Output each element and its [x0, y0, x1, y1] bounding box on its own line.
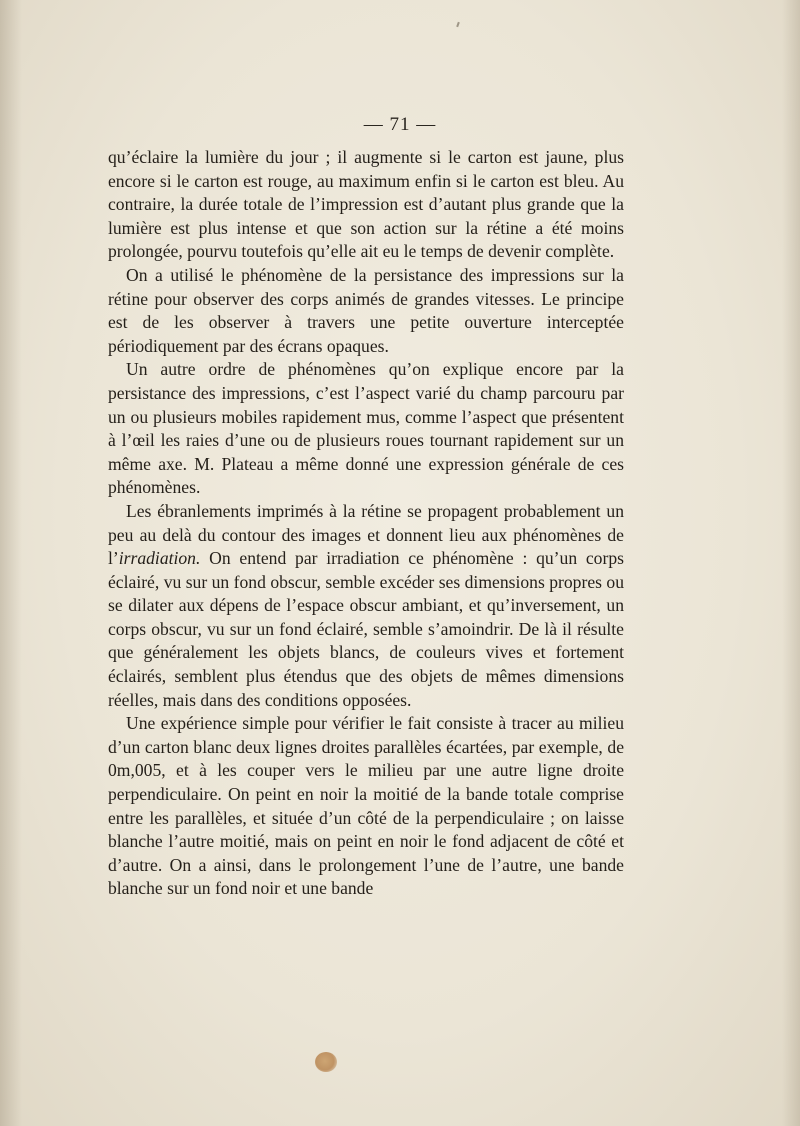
paragraph-3: Un autre ordre de phénomènes qu’on explique encore par la persistance des impressions, c’est l’aspect varié du champ parcouru par un ou plusieurs mobiles rapidement mus, comme l’aspect que présentent à l’œil les raies d’une ou de plusieurs roues tournant rapidement sur un même axe. M. Plateau a même donné une expression générale de ces phénomènes. — [108, 359, 624, 498]
paragraph-5: Une expérience simple pour vérifier le fait consiste à tracer au milieu d’un carton blanc deux lignes droites parallèles écartées, par exemple, de 0m,005, et à les couper vers le milieu par une autre ligne droite perpendiculaire. On peint en noir la moitié de la bande totale comprise entre les parallèles, et située d’un côté de la perpendiculaire ; on laisse blanche l’autre moitié, mais on peint en noir le fond adjacent de côté et d’autre. On a ainsi, dans le prolongement l’une de l’autre, une bande blanche sur un fond noir et une bande — [108, 713, 624, 899]
paper-stain — [315, 1052, 337, 1072]
paragraph-2: On a utilisé le phénomène de la persistance des impressions sur la rétine pour observer des corps animés de grandes vitesses. Le principe est de les observer à travers une petite ouverture interceptée périodiquement par des écrans opaques. — [108, 264, 624, 356]
paragraph-4-part-1: Les ébranlements imprimés à la rétine se propagent probablement un peu au delà du contour des images et donnent lieu aux phénomènes de l’ — [108, 500, 624, 569]
paragraph-4-part-2: On entend par irradiation ce phénomène : qu’un corps éclairé, vu sur un fond obscur, semble excéder ses dimensions propres ou se dilater aux dépens de l’espace obscur ambiant, et qu’inversement, un corps obscur, vu sur un fond éclairé, semble s’amoindrir. De là il résulte que généralement les objets blancs, de couleurs vives et fortement éclairés, semblent plus étendus que des objets de mêmes dimensions réelles, mais dans des conditions opposées. — [108, 548, 624, 710]
page-number: — 71 — — [363, 114, 437, 135]
body-text — [108, 146, 624, 901]
page-edge-shadow-left — [0, 0, 22, 1126]
page-edge-shadow-right — [782, 0, 800, 1126]
paragraph-1: qu’éclaire la lumière du jour ; il augmente si le carton est jaune, plus encore si le carton est rouge, au maximum enfin si le carton est bleu. Au contraire, la durée totale de l’impression est d’autant plus grande que la lumière est plus intense et que son action sur la rétine a été moins prolongée, pourvu toutefois qu’elle ait eu le temps de devenir complète. — [108, 147, 624, 262]
paper-speck — [456, 22, 460, 27]
paragraph-4 — [108, 500, 624, 712]
term-irradiation: irradiation. — [118, 548, 201, 569]
